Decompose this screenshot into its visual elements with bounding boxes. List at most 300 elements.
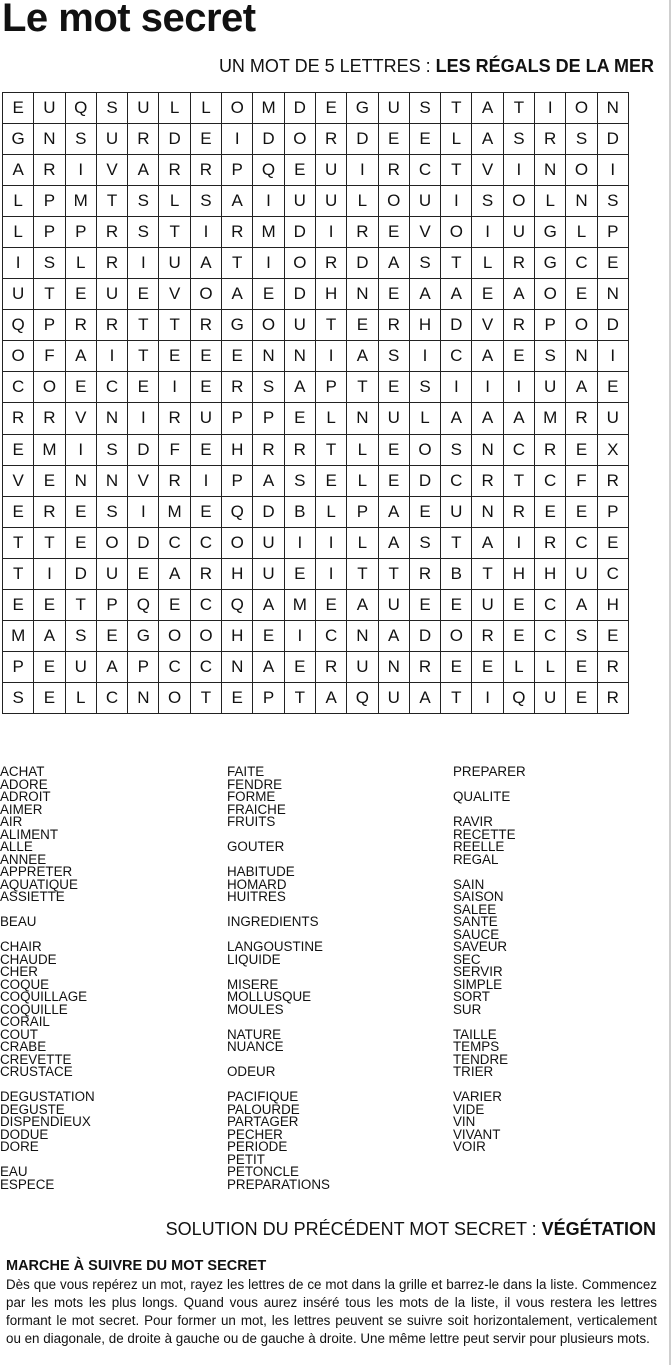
grid-cell[interactable]: Q <box>222 589 253 620</box>
grid-cell[interactable]: R <box>535 124 566 155</box>
grid-cell[interactable]: Q <box>128 589 159 620</box>
grid-cell[interactable]: V <box>409 217 440 248</box>
grid-cell[interactable]: I <box>128 496 159 527</box>
grid-cell[interactable]: E <box>159 589 190 620</box>
grid-cell[interactable]: U <box>3 279 34 310</box>
grid-cell[interactable]: H <box>222 620 253 651</box>
grid-cell[interactable]: Q <box>65 93 96 124</box>
grid-cell[interactable]: B <box>441 558 472 589</box>
grid-cell[interactable]: N <box>378 651 409 682</box>
grid-cell[interactable]: S <box>96 434 127 465</box>
grid-cell[interactable]: P <box>128 651 159 682</box>
grid-cell[interactable]: I <box>597 155 628 186</box>
grid-cell[interactable]: R <box>190 558 221 589</box>
grid-cell[interactable]: U <box>441 496 472 527</box>
grid-cell[interactable]: T <box>65 589 96 620</box>
grid-cell[interactable]: U <box>96 279 127 310</box>
grid-cell[interactable]: E <box>3 496 34 527</box>
grid-cell[interactable]: C <box>315 620 346 651</box>
grid-cell[interactable]: T <box>284 682 315 713</box>
grid-cell[interactable]: P <box>597 496 628 527</box>
grid-cell[interactable]: E <box>34 589 65 620</box>
grid-cell[interactable]: G <box>535 248 566 279</box>
grid-cell[interactable]: E <box>315 589 346 620</box>
grid-cell[interactable]: I <box>315 341 346 372</box>
grid-cell[interactable]: F <box>34 341 65 372</box>
grid-cell[interactable]: O <box>441 620 472 651</box>
grid-cell[interactable]: U <box>253 527 284 558</box>
grid-cell[interactable]: I <box>159 372 190 403</box>
grid-cell[interactable]: M <box>159 496 190 527</box>
grid-cell[interactable]: E <box>472 651 503 682</box>
grid-cell[interactable]: R <box>503 310 534 341</box>
grid-cell[interactable]: E <box>3 93 34 124</box>
grid-cell[interactable]: L <box>535 651 566 682</box>
grid-cell[interactable]: E <box>566 434 597 465</box>
grid-cell[interactable]: T <box>190 682 221 713</box>
grid-cell[interactable]: C <box>3 372 34 403</box>
grid-cell[interactable]: T <box>441 682 472 713</box>
grid-cell[interactable]: P <box>222 465 253 496</box>
grid-cell[interactable]: P <box>253 403 284 434</box>
grid-cell[interactable]: C <box>190 527 221 558</box>
grid-cell[interactable]: U <box>472 589 503 620</box>
grid-cell[interactable]: I <box>503 527 534 558</box>
grid-cell[interactable]: S <box>535 341 566 372</box>
grid-cell[interactable]: R <box>3 403 34 434</box>
grid-cell[interactable]: A <box>472 341 503 372</box>
grid-cell[interactable]: A <box>222 279 253 310</box>
grid-cell[interactable]: T <box>503 93 534 124</box>
grid-cell[interactable]: T <box>347 558 378 589</box>
grid-cell[interactable]: R <box>65 310 96 341</box>
grid-cell[interactable]: A <box>378 620 409 651</box>
grid-cell[interactable]: R <box>222 372 253 403</box>
grid-cell[interactable]: R <box>253 434 284 465</box>
grid-cell[interactable]: E <box>503 620 534 651</box>
grid-cell[interactable]: M <box>253 93 284 124</box>
grid-cell[interactable]: E <box>284 403 315 434</box>
grid-cell[interactable]: D <box>284 279 315 310</box>
grid-cell[interactable]: E <box>128 558 159 589</box>
grid-cell[interactable]: C <box>535 620 566 651</box>
grid-cell[interactable]: O <box>284 248 315 279</box>
grid-cell[interactable]: A <box>347 589 378 620</box>
grid-cell[interactable]: P <box>34 310 65 341</box>
grid-cell[interactable]: U <box>535 682 566 713</box>
grid-cell[interactable]: D <box>128 434 159 465</box>
grid-cell[interactable]: L <box>347 465 378 496</box>
grid-cell[interactable]: A <box>566 372 597 403</box>
grid-cell[interactable]: L <box>65 248 96 279</box>
grid-cell[interactable]: N <box>472 496 503 527</box>
grid-cell[interactable]: E <box>128 372 159 403</box>
grid-cell[interactable]: U <box>159 248 190 279</box>
grid-cell[interactable]: U <box>409 186 440 217</box>
grid-cell[interactable]: R <box>159 155 190 186</box>
grid-cell[interactable]: R <box>96 217 127 248</box>
grid-cell[interactable]: N <box>566 186 597 217</box>
grid-cell[interactable]: E <box>566 651 597 682</box>
grid-cell[interactable]: C <box>159 527 190 558</box>
grid-cell[interactable]: U <box>378 403 409 434</box>
grid-cell[interactable]: V <box>65 403 96 434</box>
grid-cell[interactable]: E <box>378 124 409 155</box>
grid-cell[interactable]: R <box>535 527 566 558</box>
grid-cell[interactable]: I <box>535 93 566 124</box>
grid-cell[interactable]: O <box>159 682 190 713</box>
grid-cell[interactable]: N <box>347 403 378 434</box>
grid-cell[interactable]: D <box>159 124 190 155</box>
grid-cell[interactable]: T <box>222 248 253 279</box>
grid-cell[interactable]: Q <box>3 310 34 341</box>
grid-cell[interactable]: A <box>347 341 378 372</box>
grid-cell[interactable]: C <box>190 651 221 682</box>
grid-cell[interactable]: I <box>128 248 159 279</box>
grid-cell[interactable]: O <box>159 620 190 651</box>
grid-cell[interactable]: E <box>128 279 159 310</box>
grid-cell[interactable]: P <box>253 682 284 713</box>
grid-cell[interactable]: U <box>284 310 315 341</box>
grid-cell[interactable]: B <box>284 496 315 527</box>
grid-cell[interactable]: E <box>222 682 253 713</box>
grid-cell[interactable]: G <box>3 124 34 155</box>
grid-cell[interactable]: E <box>472 279 503 310</box>
grid-cell[interactable]: N <box>566 341 597 372</box>
grid-cell[interactable]: S <box>409 93 440 124</box>
grid-cell[interactable]: U <box>190 403 221 434</box>
grid-cell[interactable]: I <box>65 434 96 465</box>
grid-cell[interactable]: L <box>315 496 346 527</box>
grid-cell[interactable]: O <box>3 341 34 372</box>
grid-cell[interactable]: F <box>566 465 597 496</box>
grid-cell[interactable]: M <box>253 217 284 248</box>
grid-cell[interactable]: N <box>65 465 96 496</box>
grid-cell[interactable]: S <box>190 186 221 217</box>
grid-cell[interactable]: E <box>597 527 628 558</box>
grid-cell[interactable]: S <box>441 434 472 465</box>
grid-cell[interactable]: A <box>96 651 127 682</box>
grid-cell[interactable]: G <box>347 93 378 124</box>
grid-cell[interactable]: U <box>128 93 159 124</box>
grid-cell[interactable]: L <box>472 248 503 279</box>
grid-cell[interactable]: I <box>128 403 159 434</box>
grid-cell[interactable]: T <box>96 186 127 217</box>
grid-cell[interactable]: E <box>566 496 597 527</box>
grid-cell[interactable]: I <box>284 620 315 651</box>
grid-cell[interactable]: E <box>190 434 221 465</box>
grid-cell[interactable]: U <box>34 93 65 124</box>
grid-cell[interactable]: P <box>34 217 65 248</box>
grid-cell[interactable]: R <box>315 248 346 279</box>
grid-cell[interactable]: D <box>347 124 378 155</box>
grid-cell[interactable]: C <box>597 558 628 589</box>
grid-cell[interactable]: U <box>96 558 127 589</box>
grid-cell[interactable]: X <box>597 434 628 465</box>
grid-cell[interactable]: C <box>441 465 472 496</box>
grid-cell[interactable]: S <box>65 620 96 651</box>
grid-cell[interactable]: C <box>190 589 221 620</box>
grid-cell[interactable]: T <box>472 558 503 589</box>
grid-cell[interactable]: O <box>190 620 221 651</box>
grid-cell[interactable]: U <box>535 372 566 403</box>
grid-cell[interactable]: A <box>378 527 409 558</box>
grid-cell[interactable]: I <box>597 341 628 372</box>
grid-cell[interactable]: E <box>222 341 253 372</box>
grid-cell[interactable]: L <box>535 186 566 217</box>
grid-cell[interactable]: T <box>347 372 378 403</box>
grid-cell[interactable]: N <box>96 403 127 434</box>
grid-cell[interactable]: M <box>3 620 34 651</box>
grid-cell[interactable]: A <box>159 558 190 589</box>
grid-cell[interactable]: T <box>315 310 346 341</box>
grid-cell[interactable]: N <box>535 155 566 186</box>
grid-cell[interactable]: N <box>128 682 159 713</box>
grid-cell[interactable]: E <box>65 372 96 403</box>
grid-cell[interactable]: I <box>315 558 346 589</box>
grid-cell[interactable]: L <box>159 93 190 124</box>
grid-cell[interactable]: I <box>315 527 346 558</box>
grid-cell[interactable]: E <box>441 651 472 682</box>
grid-cell[interactable]: A <box>472 93 503 124</box>
grid-cell[interactable]: U <box>253 558 284 589</box>
grid-cell[interactable]: E <box>96 620 127 651</box>
grid-cell[interactable]: R <box>503 248 534 279</box>
grid-cell[interactable]: E <box>378 217 409 248</box>
grid-cell[interactable]: N <box>597 279 628 310</box>
grid-cell[interactable]: E <box>378 279 409 310</box>
grid-cell[interactable]: R <box>128 124 159 155</box>
grid-cell[interactable]: Q <box>503 682 534 713</box>
grid-cell[interactable]: I <box>65 155 96 186</box>
grid-cell[interactable]: E <box>378 465 409 496</box>
grid-cell[interactable]: N <box>96 465 127 496</box>
grid-cell[interactable]: R <box>34 496 65 527</box>
grid-cell[interactable]: C <box>96 372 127 403</box>
grid-cell[interactable]: L <box>65 682 96 713</box>
grid-cell[interactable]: H <box>535 558 566 589</box>
grid-cell[interactable]: I <box>472 682 503 713</box>
grid-cell[interactable]: P <box>222 403 253 434</box>
grid-cell[interactable]: U <box>347 651 378 682</box>
grid-cell[interactable]: C <box>503 434 534 465</box>
grid-cell[interactable]: S <box>503 124 534 155</box>
grid-cell[interactable]: A <box>315 682 346 713</box>
grid-cell[interactable]: L <box>190 93 221 124</box>
grid-cell[interactable]: C <box>409 155 440 186</box>
grid-cell[interactable]: R <box>222 217 253 248</box>
grid-cell[interactable]: E <box>535 496 566 527</box>
grid-cell[interactable]: E <box>315 93 346 124</box>
grid-cell[interactable]: A <box>128 155 159 186</box>
grid-cell[interactable]: P <box>3 651 34 682</box>
grid-cell[interactable]: N <box>472 434 503 465</box>
grid-cell[interactable]: E <box>347 310 378 341</box>
grid-cell[interactable]: L <box>409 403 440 434</box>
grid-cell[interactable]: O <box>503 186 534 217</box>
grid-cell[interactable]: R <box>34 155 65 186</box>
grid-cell[interactable]: E <box>65 527 96 558</box>
grid-cell[interactable]: L <box>566 217 597 248</box>
grid-cell[interactable]: O <box>535 279 566 310</box>
grid-cell[interactable]: N <box>284 341 315 372</box>
grid-cell[interactable]: A <box>503 279 534 310</box>
grid-cell[interactable]: I <box>347 155 378 186</box>
grid-cell[interactable]: R <box>315 124 346 155</box>
grid-cell[interactable]: D <box>284 93 315 124</box>
grid-cell[interactable]: A <box>253 465 284 496</box>
grid-cell[interactable]: E <box>190 372 221 403</box>
grid-cell[interactable]: L <box>347 186 378 217</box>
grid-cell[interactable]: R <box>159 403 190 434</box>
grid-cell[interactable]: P <box>315 372 346 403</box>
grid-cell[interactable]: H <box>409 310 440 341</box>
grid-cell[interactable]: T <box>34 279 65 310</box>
grid-cell[interactable]: O <box>441 217 472 248</box>
grid-cell[interactable]: T <box>378 558 409 589</box>
grid-cell[interactable]: E <box>566 682 597 713</box>
grid-cell[interactable]: D <box>253 496 284 527</box>
grid-cell[interactable]: I <box>222 124 253 155</box>
grid-cell[interactable]: T <box>315 434 346 465</box>
grid-cell[interactable]: A <box>378 248 409 279</box>
grid-cell[interactable]: U <box>284 186 315 217</box>
grid-cell[interactable]: S <box>3 682 34 713</box>
grid-cell[interactable]: T <box>3 558 34 589</box>
grid-cell[interactable]: R <box>190 310 221 341</box>
grid-cell[interactable]: O <box>96 527 127 558</box>
grid-cell[interactable]: D <box>284 217 315 248</box>
grid-cell[interactable]: D <box>597 124 628 155</box>
grid-cell[interactable]: L <box>347 527 378 558</box>
grid-cell[interactable]: S <box>284 465 315 496</box>
grid-cell[interactable]: A <box>409 682 440 713</box>
grid-cell[interactable]: M <box>284 589 315 620</box>
grid-cell[interactable]: A <box>3 155 34 186</box>
grid-cell[interactable]: I <box>190 217 221 248</box>
grid-cell[interactable]: A <box>190 248 221 279</box>
grid-cell[interactable]: R <box>284 434 315 465</box>
grid-cell[interactable]: G <box>222 310 253 341</box>
grid-cell[interactable]: S <box>128 217 159 248</box>
grid-cell[interactable]: D <box>128 527 159 558</box>
grid-cell[interactable]: S <box>65 124 96 155</box>
grid-cell[interactable]: M <box>65 186 96 217</box>
grid-cell[interactable]: N <box>222 651 253 682</box>
grid-cell[interactable]: A <box>284 372 315 403</box>
grid-cell[interactable]: I <box>503 372 534 403</box>
grid-cell[interactable]: S <box>96 93 127 124</box>
grid-cell[interactable]: L <box>347 434 378 465</box>
grid-cell[interactable]: R <box>503 496 534 527</box>
grid-cell[interactable]: L <box>441 124 472 155</box>
grid-cell[interactable]: T <box>441 248 472 279</box>
grid-cell[interactable]: T <box>128 310 159 341</box>
grid-cell[interactable]: R <box>535 434 566 465</box>
grid-cell[interactable]: O <box>284 124 315 155</box>
grid-cell[interactable]: L <box>159 186 190 217</box>
grid-cell[interactable]: R <box>472 620 503 651</box>
grid-cell[interactable]: R <box>378 310 409 341</box>
grid-cell[interactable]: O <box>409 434 440 465</box>
grid-cell[interactable]: N <box>347 279 378 310</box>
grid-cell[interactable]: U <box>315 186 346 217</box>
grid-cell[interactable]: A <box>222 186 253 217</box>
grid-cell[interactable]: V <box>128 465 159 496</box>
grid-cell[interactable]: U <box>378 93 409 124</box>
grid-cell[interactable]: E <box>284 558 315 589</box>
grid-cell[interactable]: D <box>441 310 472 341</box>
grid-cell[interactable]: S <box>409 527 440 558</box>
grid-cell[interactable]: P <box>34 186 65 217</box>
grid-cell[interactable]: H <box>315 279 346 310</box>
grid-cell[interactable]: E <box>566 279 597 310</box>
grid-cell[interactable]: O <box>378 186 409 217</box>
grid-cell[interactable]: I <box>34 558 65 589</box>
grid-cell[interactable]: R <box>96 248 127 279</box>
grid-cell[interactable]: A <box>253 589 284 620</box>
grid-cell[interactable]: E <box>159 341 190 372</box>
grid-cell[interactable]: O <box>566 155 597 186</box>
grid-cell[interactable]: E <box>65 279 96 310</box>
grid-cell[interactable]: S <box>409 248 440 279</box>
grid-cell[interactable]: R <box>159 465 190 496</box>
grid-cell[interactable]: E <box>3 434 34 465</box>
grid-cell[interactable]: N <box>253 341 284 372</box>
grid-cell[interactable]: F <box>159 434 190 465</box>
grid-cell[interactable]: I <box>96 341 127 372</box>
grid-cell[interactable]: I <box>190 465 221 496</box>
grid-cell[interactable]: U <box>378 682 409 713</box>
grid-cell[interactable]: C <box>96 682 127 713</box>
grid-cell[interactable]: I <box>284 527 315 558</box>
grid-cell[interactable]: E <box>190 496 221 527</box>
grid-cell[interactable]: E <box>34 682 65 713</box>
grid-cell[interactable]: T <box>159 310 190 341</box>
grid-cell[interactable]: I <box>253 248 284 279</box>
grid-cell[interactable]: U <box>315 155 346 186</box>
grid-cell[interactable]: R <box>597 682 628 713</box>
grid-cell[interactable]: U <box>503 217 534 248</box>
grid-cell[interactable]: S <box>409 372 440 403</box>
grid-cell[interactable]: E <box>34 465 65 496</box>
grid-cell[interactable]: P <box>96 589 127 620</box>
grid-cell[interactable]: E <box>597 620 628 651</box>
grid-cell[interactable]: T <box>3 527 34 558</box>
grid-cell[interactable]: S <box>378 341 409 372</box>
grid-cell[interactable]: M <box>34 434 65 465</box>
grid-cell[interactable]: R <box>409 558 440 589</box>
grid-cell[interactable]: S <box>253 372 284 403</box>
grid-cell[interactable]: P <box>347 496 378 527</box>
grid-cell[interactable]: O <box>34 372 65 403</box>
grid-cell[interactable]: I <box>315 217 346 248</box>
grid-cell[interactable]: C <box>535 465 566 496</box>
grid-cell[interactable]: R <box>96 310 127 341</box>
grid-cell[interactable]: E <box>315 465 346 496</box>
grid-cell[interactable]: P <box>597 217 628 248</box>
grid-cell[interactable]: A <box>253 651 284 682</box>
grid-cell[interactable]: T <box>441 527 472 558</box>
grid-cell[interactable]: I <box>3 248 34 279</box>
grid-cell[interactable]: A <box>566 589 597 620</box>
grid-cell[interactable]: U <box>96 124 127 155</box>
grid-cell[interactable]: O <box>566 310 597 341</box>
grid-cell[interactable]: I <box>253 186 284 217</box>
grid-cell[interactable]: N <box>597 93 628 124</box>
grid-cell[interactable]: A <box>34 620 65 651</box>
grid-cell[interactable]: S <box>597 186 628 217</box>
